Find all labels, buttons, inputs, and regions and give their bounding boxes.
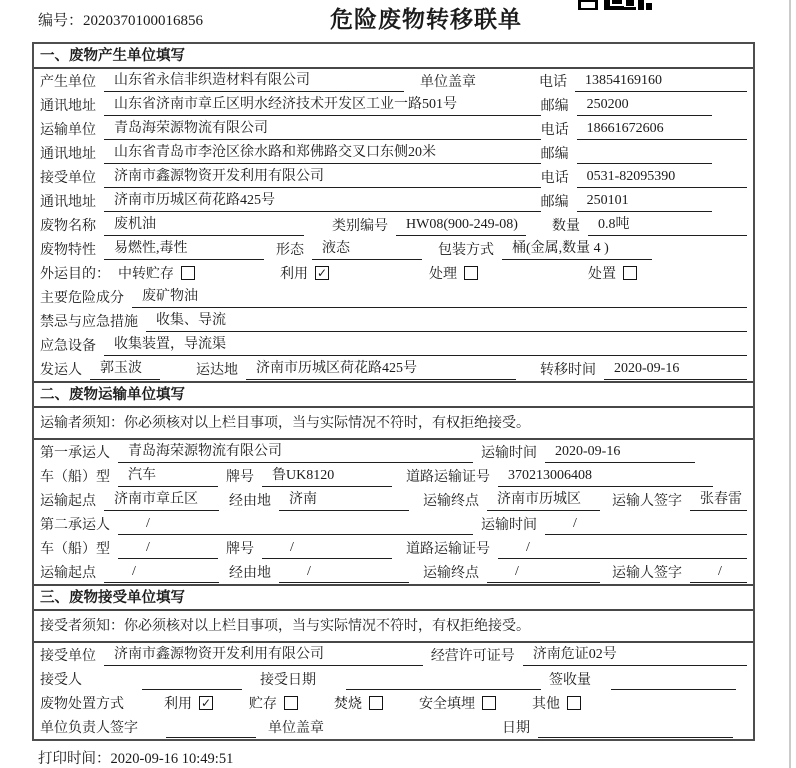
unit-seal-label: 单位盖章 bbox=[268, 721, 324, 736]
accept-person-value bbox=[142, 669, 242, 690]
checkbox-empty-icon bbox=[482, 696, 496, 710]
section-transport bbox=[34, 381, 753, 584]
transport-notice: 运输者须知：你必须核对以上栏目事项，当与实际情况不符时，有权拒绝接受。 bbox=[34, 408, 753, 440]
checkbox-empty-icon bbox=[369, 696, 383, 710]
permit-value: 济南危证02号 bbox=[523, 645, 747, 666]
dispatcher-value: 郭玉波 bbox=[90, 359, 160, 380]
carrier1-value: 青岛海荣源物流有限公司 bbox=[118, 442, 473, 463]
waste-props-label: 废物特性 bbox=[40, 243, 96, 258]
section-receive bbox=[34, 584, 753, 739]
purpose-label: 外运目的： bbox=[40, 267, 110, 282]
vehicle1-row bbox=[34, 464, 753, 488]
print-time-label: 打印时间： bbox=[38, 751, 111, 767]
hazard-row bbox=[34, 285, 753, 309]
emergency-measures-label: 禁忌与应急措施 bbox=[40, 315, 138, 330]
disposal-option-store bbox=[249, 693, 298, 715]
zip-label: 邮编 bbox=[540, 99, 569, 114]
transporter-zip-value bbox=[577, 143, 712, 164]
receiver-phone-value: 0531-82095390 bbox=[577, 167, 747, 188]
sign-date-value bbox=[538, 717, 733, 738]
option-label: 利用 bbox=[280, 267, 308, 282]
checkbox-empty-icon bbox=[181, 266, 195, 280]
qr-code-fragment-icon bbox=[578, 0, 652, 10]
transporter-address-row bbox=[34, 141, 753, 165]
receiver-row bbox=[34, 165, 753, 189]
zip-label: 邮编 bbox=[540, 147, 569, 162]
accept-unit-row bbox=[34, 643, 753, 667]
transporter-value: 青岛海荣源物流有限公司 bbox=[104, 119, 541, 140]
disposal-row bbox=[34, 691, 753, 715]
accept-date-value bbox=[346, 669, 541, 690]
received-qty-value bbox=[611, 669, 736, 690]
producer-phone-group bbox=[539, 71, 747, 93]
section-transport-title: 二、废物运输单位填写 bbox=[34, 383, 753, 408]
purpose-option-utilize bbox=[280, 263, 329, 285]
emergency-equipment-value: 收集装置，导流渠 bbox=[104, 335, 747, 356]
page-title: 危险废物转移联单 bbox=[330, 7, 522, 32]
serial-value: 2020370100016856 bbox=[83, 13, 204, 29]
destination-label: 运达地 bbox=[196, 363, 238, 378]
accept-unit-value: 济南市鑫源物资开发利用有限公司 bbox=[104, 645, 423, 666]
receiver-value: 济南市鑫源物资开发利用有限公司 bbox=[104, 167, 541, 188]
receive-notice: 接受者须知：你必须核对以上栏目事项，当与实际情况不符时，有权拒绝接受。 bbox=[34, 611, 753, 643]
producer-address-row bbox=[34, 93, 753, 117]
route-end-value: 济南市历城区 bbox=[487, 490, 600, 511]
section-producer-title: 一、废物产生单位填写 bbox=[34, 44, 753, 69]
carrier-sign-value: 张春雷 bbox=[690, 490, 747, 511]
route1-row bbox=[34, 488, 753, 512]
option-label: 贮存 bbox=[249, 697, 277, 712]
print-time-value: 2020-09-16 10:49:51 bbox=[110, 751, 234, 767]
producer-zip-group bbox=[541, 95, 747, 117]
zip-label: 邮编 bbox=[540, 195, 569, 210]
carrier2-row bbox=[34, 512, 753, 536]
checkbox-empty-icon bbox=[567, 696, 581, 710]
plate2-value: / bbox=[262, 538, 392, 559]
disposal-label: 废物处置方式 bbox=[40, 697, 124, 712]
receiver-address-value: 济南市历城区荷花路425号 bbox=[104, 191, 541, 212]
accept-person-label: 接受人 bbox=[40, 673, 82, 688]
route-via2-value: / bbox=[279, 562, 409, 583]
receiver-zip-value: 250101 bbox=[577, 191, 712, 212]
print-time bbox=[38, 747, 233, 768]
route-start-label: 运输起点 bbox=[40, 566, 96, 581]
packing-label: 包装方式 bbox=[438, 243, 494, 258]
waste-props-row bbox=[34, 237, 753, 261]
disposal-option-utilize bbox=[164, 693, 213, 715]
purpose-row bbox=[34, 261, 753, 285]
transporter-zip-group bbox=[541, 143, 747, 165]
form-value: 液态 bbox=[312, 239, 422, 260]
producer-address-value: 山东省济南市章丘区明水经济技术开发区工业一路501号 bbox=[104, 95, 541, 116]
transporter-row bbox=[34, 117, 753, 141]
option-label: 焚烧 bbox=[334, 697, 362, 712]
serial-label: 编号： bbox=[38, 13, 84, 29]
route-end-label: 运输终点 bbox=[423, 494, 479, 509]
receiver-zip-group bbox=[541, 191, 747, 213]
section-producer bbox=[34, 44, 753, 381]
route-via-label: 经由地 bbox=[229, 566, 271, 581]
road-license-label: 道路运输证号 bbox=[406, 542, 490, 557]
carrier-sign-label: 运输人签字 bbox=[612, 566, 682, 581]
transporter-phone-group bbox=[541, 119, 747, 141]
option-label: 安全填埋 bbox=[419, 697, 475, 712]
producer-value: 山东省永信非织造材料有限公司 bbox=[104, 71, 404, 92]
phone-label: 电话 bbox=[540, 171, 569, 186]
address-label: 通讯地址 bbox=[40, 147, 96, 162]
disposal-option-landfill bbox=[419, 693, 496, 715]
transport-time2-value: / bbox=[545, 514, 747, 535]
accept-date-label: 接受日期 bbox=[260, 673, 316, 688]
route-start2-value: / bbox=[104, 562, 219, 583]
route2-row bbox=[34, 560, 753, 584]
road-license2-value: / bbox=[498, 538, 747, 559]
packing-value: 桶(金属,数量 4 ) bbox=[502, 239, 652, 260]
producer-phone-value: 13854169160 bbox=[575, 71, 747, 92]
disposal-option-other bbox=[532, 693, 581, 715]
quantity-label: 数量 bbox=[552, 219, 580, 234]
option-label: 处置 bbox=[588, 267, 616, 282]
permit-label: 经营许可证号 bbox=[430, 649, 515, 664]
checkbox-empty-icon bbox=[623, 266, 637, 280]
route-via-value: 济南 bbox=[279, 490, 409, 511]
carrier1-label: 第一承运人 bbox=[40, 446, 110, 461]
producer-zip-value: 250200 bbox=[577, 95, 712, 116]
transporter-address-value: 山东省青岛市李沧区徐水路和郑佛路交叉口东侧20米 bbox=[104, 143, 541, 164]
purpose-option-treat bbox=[429, 263, 478, 285]
received-qty-label: 签收量 bbox=[549, 673, 591, 688]
receiver-label: 接受单位 bbox=[40, 171, 96, 186]
transfer-time-value: 2020-09-16 bbox=[604, 359, 747, 380]
road-license-value: 370213006408 bbox=[498, 466, 713, 487]
accept-person-row bbox=[34, 667, 753, 691]
vehicle-type-label: 车（船）型 bbox=[40, 542, 110, 557]
responsible-sign-label: 单位负责人签字 bbox=[40, 721, 138, 736]
carrier2-label: 第二承运人 bbox=[40, 518, 110, 533]
route-end2-value: / bbox=[487, 562, 600, 583]
waste-name-row bbox=[34, 213, 753, 237]
transporter-label: 运输单位 bbox=[40, 123, 96, 138]
dispatch-row bbox=[34, 357, 753, 381]
producer-label: 产生单位 bbox=[40, 75, 96, 90]
manifest-form bbox=[32, 42, 755, 741]
route-start-value: 济南市章丘区 bbox=[104, 490, 219, 511]
emergency-equipment-label: 应急设备 bbox=[40, 339, 96, 354]
route-end-label: 运输终点 bbox=[423, 566, 479, 581]
section-receive-title: 三、废物接受单位填写 bbox=[34, 586, 753, 611]
vehicle-type2-value: / bbox=[118, 538, 218, 559]
transporter-phone-value: 18661672606 bbox=[577, 119, 747, 140]
purpose-option-transfer bbox=[118, 263, 195, 285]
disposal-option-incinerate bbox=[334, 693, 383, 715]
address-label: 通讯地址 bbox=[40, 195, 96, 210]
waste-props-value: 易燃性,毒性 bbox=[104, 239, 264, 260]
waste-name-label: 废物名称 bbox=[40, 219, 96, 234]
hazard-label: 主要危险成分 bbox=[40, 291, 124, 306]
address-label: 通讯地址 bbox=[40, 99, 96, 114]
checkbox-empty-icon bbox=[284, 696, 298, 710]
waste-code-label: 类别编号 bbox=[332, 219, 388, 234]
carrier1-row bbox=[34, 440, 753, 464]
receiver-phone-group bbox=[541, 167, 747, 189]
destination-value: 济南市历城区荷花路425号 bbox=[246, 359, 516, 380]
checkbox-empty-icon bbox=[464, 266, 478, 280]
vehicle-type-value: 汽车 bbox=[118, 466, 218, 487]
emergency-measures-value: 收集、导流 bbox=[146, 311, 747, 332]
plate-label: 牌号 bbox=[226, 470, 254, 485]
plate-label: 牌号 bbox=[226, 542, 254, 557]
phone-label: 电话 bbox=[539, 75, 567, 90]
carrier-sign-label: 运输人签字 bbox=[612, 494, 682, 509]
transport-time-value: 2020-09-16 bbox=[545, 442, 695, 463]
emergency-equipment-row bbox=[34, 333, 753, 357]
option-label: 利用 bbox=[164, 697, 192, 712]
route-start-label: 运输起点 bbox=[40, 494, 96, 509]
waste-name-value: 废机油 bbox=[104, 215, 304, 236]
seal-label: 单位盖章 bbox=[420, 75, 476, 90]
vehicle2-row bbox=[34, 536, 753, 560]
plate-value: 鲁UK8120 bbox=[262, 466, 392, 487]
page-edge-line bbox=[789, 0, 791, 768]
route-via-label: 经由地 bbox=[229, 494, 271, 509]
waste-code-value: HW08(900-249-08) bbox=[396, 215, 526, 236]
responsible-sign-value bbox=[166, 717, 256, 738]
option-label: 其他 bbox=[532, 697, 560, 712]
purpose-option-dispose bbox=[588, 263, 637, 285]
dispatcher-label: 发运人 bbox=[40, 363, 82, 378]
responsible-sign-row bbox=[34, 715, 753, 739]
transport-time-label: 运输时间 bbox=[481, 446, 537, 461]
transport-time-label: 运输时间 bbox=[481, 518, 537, 533]
carrier2-value: / bbox=[118, 514, 473, 535]
receiver-address-row bbox=[34, 189, 753, 213]
form-label: 形态 bbox=[276, 243, 304, 258]
serial-number bbox=[38, 9, 203, 30]
quantity-value: 0.8吨 bbox=[588, 215, 747, 236]
transfer-time-label: 转移时间 bbox=[540, 363, 596, 378]
road-license-label: 道路运输证号 bbox=[406, 470, 490, 485]
option-label: 处理 bbox=[429, 267, 457, 282]
hazard-value: 废矿物油 bbox=[132, 287, 747, 308]
option-label: 中转贮存 bbox=[118, 267, 174, 282]
checkbox-checked-icon: ✓ bbox=[200, 696, 212, 710]
accept-unit-label: 接受单位 bbox=[40, 649, 96, 664]
checkbox-checked-icon: ✓ bbox=[316, 266, 328, 280]
carrier-sign2-value: / bbox=[690, 562, 747, 583]
vehicle-type-label: 车（船）型 bbox=[40, 470, 110, 485]
phone-label: 电话 bbox=[540, 123, 569, 138]
producer-row bbox=[34, 69, 753, 93]
emergency-measures-row bbox=[34, 309, 753, 333]
date-label: 日期 bbox=[502, 721, 530, 736]
